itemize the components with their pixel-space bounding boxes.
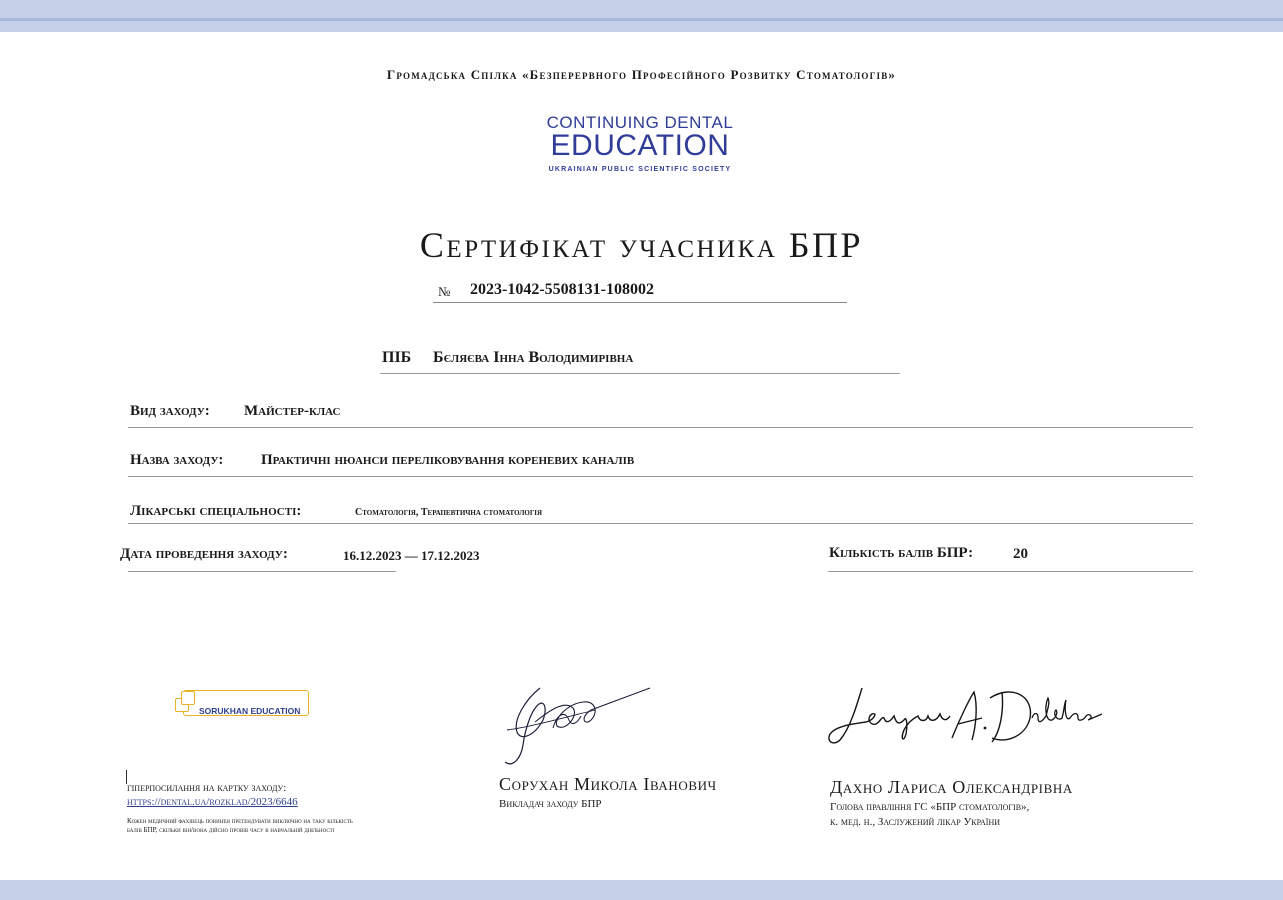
event-type-value: Майстер-клас <box>244 403 341 419</box>
event-type-label: Вид заходу: <box>130 403 210 419</box>
disclaimer-note: Кожен медичний фахівець повинен претендувати виключно на таку кількість балів БПР, скільки він/вона дійсно провів часу в навчальній діяльності <box>127 817 353 834</box>
logo-line-1: CONTINUING DENTAL <box>546 113 734 132</box>
event-type-underline <box>128 427 1193 428</box>
logo-line-2: EDUCATION <box>550 129 730 162</box>
cde-logo <box>520 114 760 184</box>
bottom-band <box>0 880 1283 900</box>
event-name-value: Практичні нюанси переліковування кореневих каналів <box>261 452 635 468</box>
participant-label: ПІБ <box>382 349 412 366</box>
number-label: № <box>438 284 451 299</box>
date-underline <box>128 571 396 572</box>
specialties-underline <box>128 523 1193 524</box>
signature-sorukhan <box>495 680 660 775</box>
certificate-number: 2023-1042-5508131-108002 <box>470 281 654 298</box>
number-underline <box>433 302 847 303</box>
signatory-1-role: Викладач заходу БПР <box>499 798 602 810</box>
top-band-stripe <box>0 18 1283 21</box>
link-label: гіперпосилання на картку заходу: <box>127 782 287 794</box>
points-value: 20 <box>1013 546 1028 562</box>
event-card-link[interactable]: https://dental.ua/rozklad/2023/6646 <box>127 796 298 808</box>
participant-underline <box>380 373 900 374</box>
organization-name: Громадська Спілка «Безперервного Професійного Розвитку Стоматологів» <box>386 67 897 82</box>
specialties-value: Стоматологія, Терапевтична стоматологія <box>355 507 543 518</box>
specialties-label: Лікарські спеціальності: <box>130 503 302 519</box>
participant-name: Бєляєва Інна Володимирівна <box>433 349 634 366</box>
certificate-title: Сертифікат учасника БПР <box>419 225 864 265</box>
points-underline <box>828 571 1193 572</box>
logo-line-3: UKRAINIAN PUBLIC SCIENTIFIC SOCIETY <box>548 166 732 173</box>
date-value: 16.12.2023 — 17.12.2023 <box>343 548 480 563</box>
points-label: Кількість балів БПР: <box>829 545 974 561</box>
sorukhan-logo <box>175 688 311 718</box>
top-band <box>0 0 1283 32</box>
event-name-label: Назва заходу: <box>130 452 224 468</box>
date-label: Дата проведення заходу: <box>120 546 288 562</box>
signatory-2-role-line1: Голова правління ГС «БПР стоматологів», <box>830 801 1030 813</box>
signatory-2-name: Дахно Лариса Олександрівна <box>830 777 1073 797</box>
event-name-underline <box>128 476 1193 477</box>
sorukhan-logo-text: SORUKHAN EDUCATION <box>199 706 301 716</box>
signatory-2-role-line2: к. мед. н., Заслужений лікар України <box>830 816 1001 828</box>
signatory-1-name: Сорухан Микола Іванович <box>499 774 717 794</box>
signature-dakhno <box>822 678 1102 753</box>
